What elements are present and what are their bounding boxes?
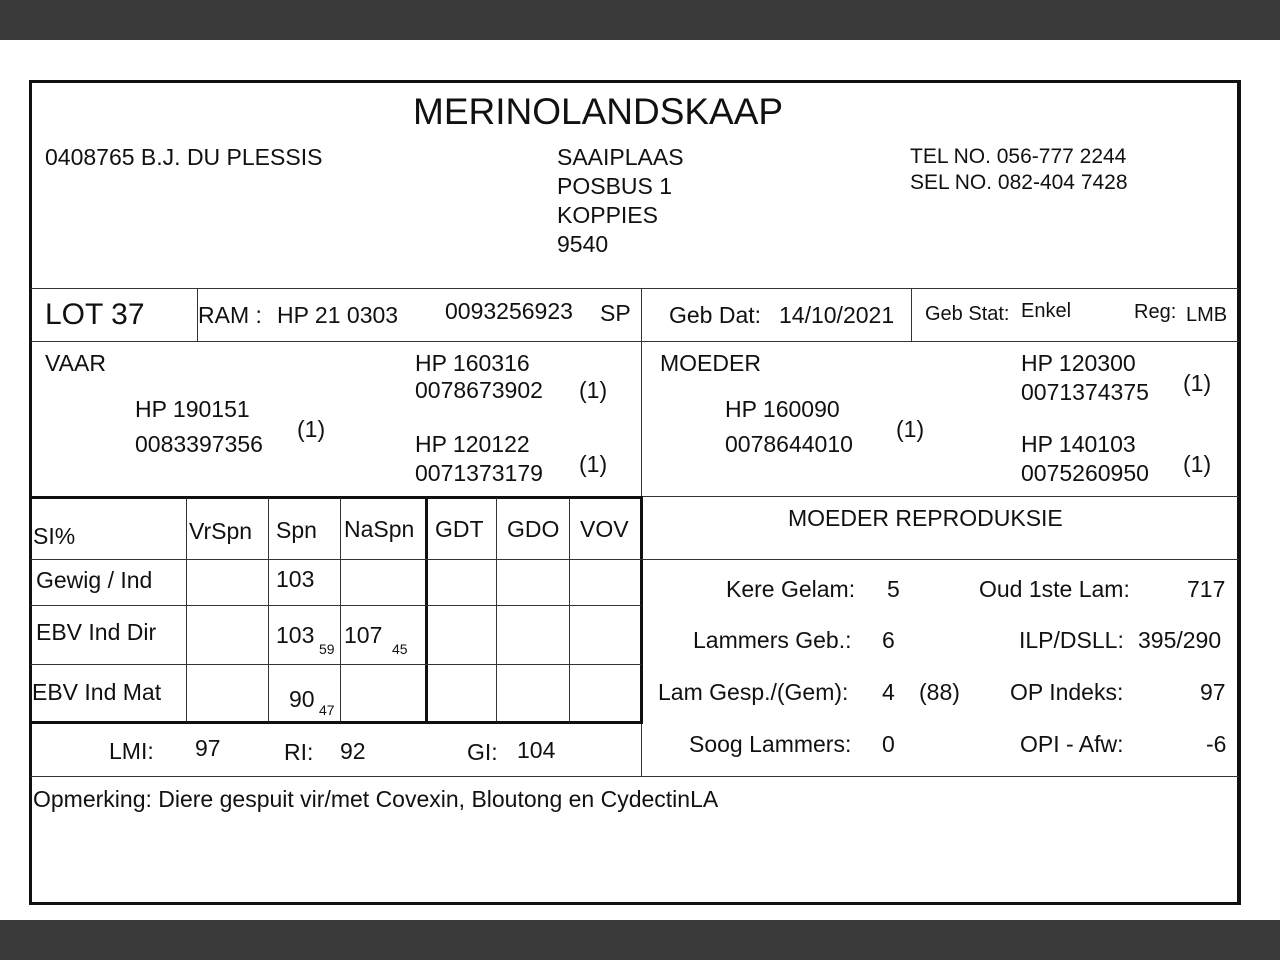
si-header-naspn: NaSpn bbox=[344, 516, 415, 542]
dam-dam-number: 0075260950 bbox=[1021, 460, 1149, 486]
dam-dam-id: HP 140103 bbox=[1021, 431, 1136, 457]
lmi-label: LMI: bbox=[109, 738, 154, 764]
divider-indices bbox=[31, 776, 1239, 777]
divider-header bbox=[31, 288, 1239, 289]
dam-sire-id: HP 120300 bbox=[1021, 350, 1136, 376]
sel-number: SEL NO. 082-404 7428 bbox=[910, 171, 1128, 194]
sire-id: HP 190151 bbox=[135, 396, 250, 422]
ri-value: 92 bbox=[340, 738, 366, 764]
si-table-top bbox=[31, 496, 643, 499]
si-header-spn: Spn bbox=[276, 517, 317, 543]
sire-sire-mark: (1) bbox=[579, 377, 608, 403]
dam-dam-mark: (1) bbox=[1183, 451, 1212, 477]
si-col-1 bbox=[186, 498, 187, 721]
si-header-si: SI% bbox=[33, 523, 76, 549]
divider-date bbox=[911, 288, 912, 341]
top-frame-bar bbox=[0, 0, 1280, 40]
si-row-label-2: EBV Ind Dir bbox=[36, 619, 157, 645]
reg-label: Reg: bbox=[1134, 301, 1177, 323]
sire-sire-number: 0078673902 bbox=[415, 377, 543, 403]
reproduction-title: MOEDER REPRODUKSIE bbox=[788, 505, 1063, 531]
si-row-line-2 bbox=[31, 605, 641, 606]
ram-number: 0093256923 bbox=[445, 298, 573, 324]
gi-label: GI: bbox=[467, 739, 498, 765]
oud-label: Oud 1ste Lam: bbox=[979, 576, 1130, 602]
soog-value: 0 bbox=[882, 731, 895, 757]
address-line-3: KOPPIES bbox=[557, 202, 658, 228]
ram-sp: SP bbox=[600, 300, 631, 326]
lmi-value: 97 bbox=[195, 735, 221, 761]
divider-lot-row bbox=[31, 341, 1239, 342]
address-line-4: 9540 bbox=[557, 231, 609, 257]
op-value: 97 bbox=[1200, 679, 1226, 705]
lammers-label: Lammers Geb.: bbox=[693, 627, 852, 653]
ram-label: RAM : bbox=[198, 302, 262, 328]
si-col-2 bbox=[268, 498, 269, 721]
bottom-frame-bar bbox=[0, 920, 1280, 960]
si-table-right bbox=[640, 496, 643, 724]
gesp-label: Lam Gesp./(Gem): bbox=[658, 679, 849, 705]
oud-value: 717 bbox=[1187, 576, 1226, 602]
si-row-3-spn-sub: 47 bbox=[319, 702, 335, 718]
si-row-label-1: Gewig / Ind bbox=[36, 567, 153, 593]
dam-sire-mark: (1) bbox=[1183, 370, 1212, 396]
gesp-value: 4 bbox=[882, 679, 895, 705]
address-line-1: SAAIPLAAS bbox=[557, 144, 684, 170]
sire-dam-mark: (1) bbox=[579, 451, 608, 477]
si-row-1-spn: 103 bbox=[276, 566, 315, 592]
si-row-line-3 bbox=[31, 664, 641, 665]
op-label: OP Indeks: bbox=[1010, 679, 1124, 705]
lammers-value: 6 bbox=[882, 627, 895, 653]
si-row-2-spn: 103 bbox=[276, 622, 315, 648]
soog-label: Soog Lammers: bbox=[689, 731, 852, 757]
remark-text: Opmerking: Diere gespuit vir/met Covexin, Bloutong en CydectinLA bbox=[33, 786, 719, 812]
sire-number: 0083397356 bbox=[135, 431, 263, 457]
gesp-average: (88) bbox=[919, 679, 960, 705]
ilp-label: ILP/DSLL: bbox=[1019, 627, 1124, 653]
ri-label: RI: bbox=[284, 739, 314, 765]
sire-mark: (1) bbox=[297, 416, 326, 442]
sire-sire-id: HP 160316 bbox=[415, 350, 530, 376]
dam-id: HP 160090 bbox=[725, 396, 840, 422]
dam-number: 0078644010 bbox=[725, 431, 853, 457]
dam-label: MOEDER bbox=[660, 350, 761, 376]
opi-label: OPI - Afw: bbox=[1020, 731, 1124, 757]
lot-number: LOT 37 bbox=[45, 298, 145, 331]
si-row-2-naspn-sub: 45 bbox=[392, 641, 408, 657]
owner-name: 0408765 B.J. DU PLESSIS bbox=[45, 144, 323, 170]
si-row-line-1 bbox=[31, 559, 1239, 560]
si-header-gdt: GDT bbox=[435, 516, 484, 542]
si-col-3 bbox=[340, 498, 341, 721]
ram-id: HP 21 0303 bbox=[277, 302, 399, 328]
sire-dam-number: 0071373179 bbox=[415, 460, 543, 486]
si-row-label-3: EBV Ind Mat bbox=[32, 679, 162, 705]
si-header-vov: VOV bbox=[580, 516, 629, 542]
si-col-5 bbox=[496, 498, 497, 721]
tel-number: TEL NO. 056-777 2244 bbox=[910, 145, 1127, 168]
dam-sire-number: 0071374375 bbox=[1021, 379, 1149, 405]
si-header-vrspn: VrSpn bbox=[189, 518, 253, 544]
dam-mark: (1) bbox=[896, 416, 925, 442]
si-row-2-naspn: 107 bbox=[344, 622, 383, 648]
si-row-2-spn-sub: 59 bbox=[319, 641, 335, 657]
ilp-value: 395/290 bbox=[1138, 627, 1222, 653]
divider-pedigree-right bbox=[643, 496, 1239, 497]
reg-value: LMB bbox=[1186, 304, 1228, 326]
kere-label: Kere Gelam: bbox=[726, 576, 856, 602]
divider-indices-mid bbox=[641, 724, 642, 776]
si-col-6 bbox=[569, 498, 570, 721]
divider-ram bbox=[641, 288, 642, 496]
birth-date-label: Geb Dat: bbox=[669, 302, 762, 328]
birth-date-value: 14/10/2021 bbox=[779, 302, 895, 328]
sire-label: VAAR bbox=[45, 350, 106, 376]
si-table-divider bbox=[425, 496, 428, 724]
si-header-gdo: GDO bbox=[507, 516, 560, 542]
address-line-2: POSBUS 1 bbox=[557, 173, 673, 199]
opi-value: -6 bbox=[1206, 731, 1227, 757]
kere-value: 5 bbox=[887, 576, 900, 602]
si-row-3-spn: 90 bbox=[289, 686, 315, 712]
si-table-bottom bbox=[31, 721, 643, 724]
gi-value: 104 bbox=[517, 737, 556, 763]
sire-dam-id: HP 120122 bbox=[415, 431, 530, 457]
birth-status-value: Enkel bbox=[1021, 300, 1072, 322]
birth-status-label: Geb Stat: bbox=[925, 303, 1010, 325]
card-title: MERINOLANDSKAAP bbox=[413, 91, 784, 132]
